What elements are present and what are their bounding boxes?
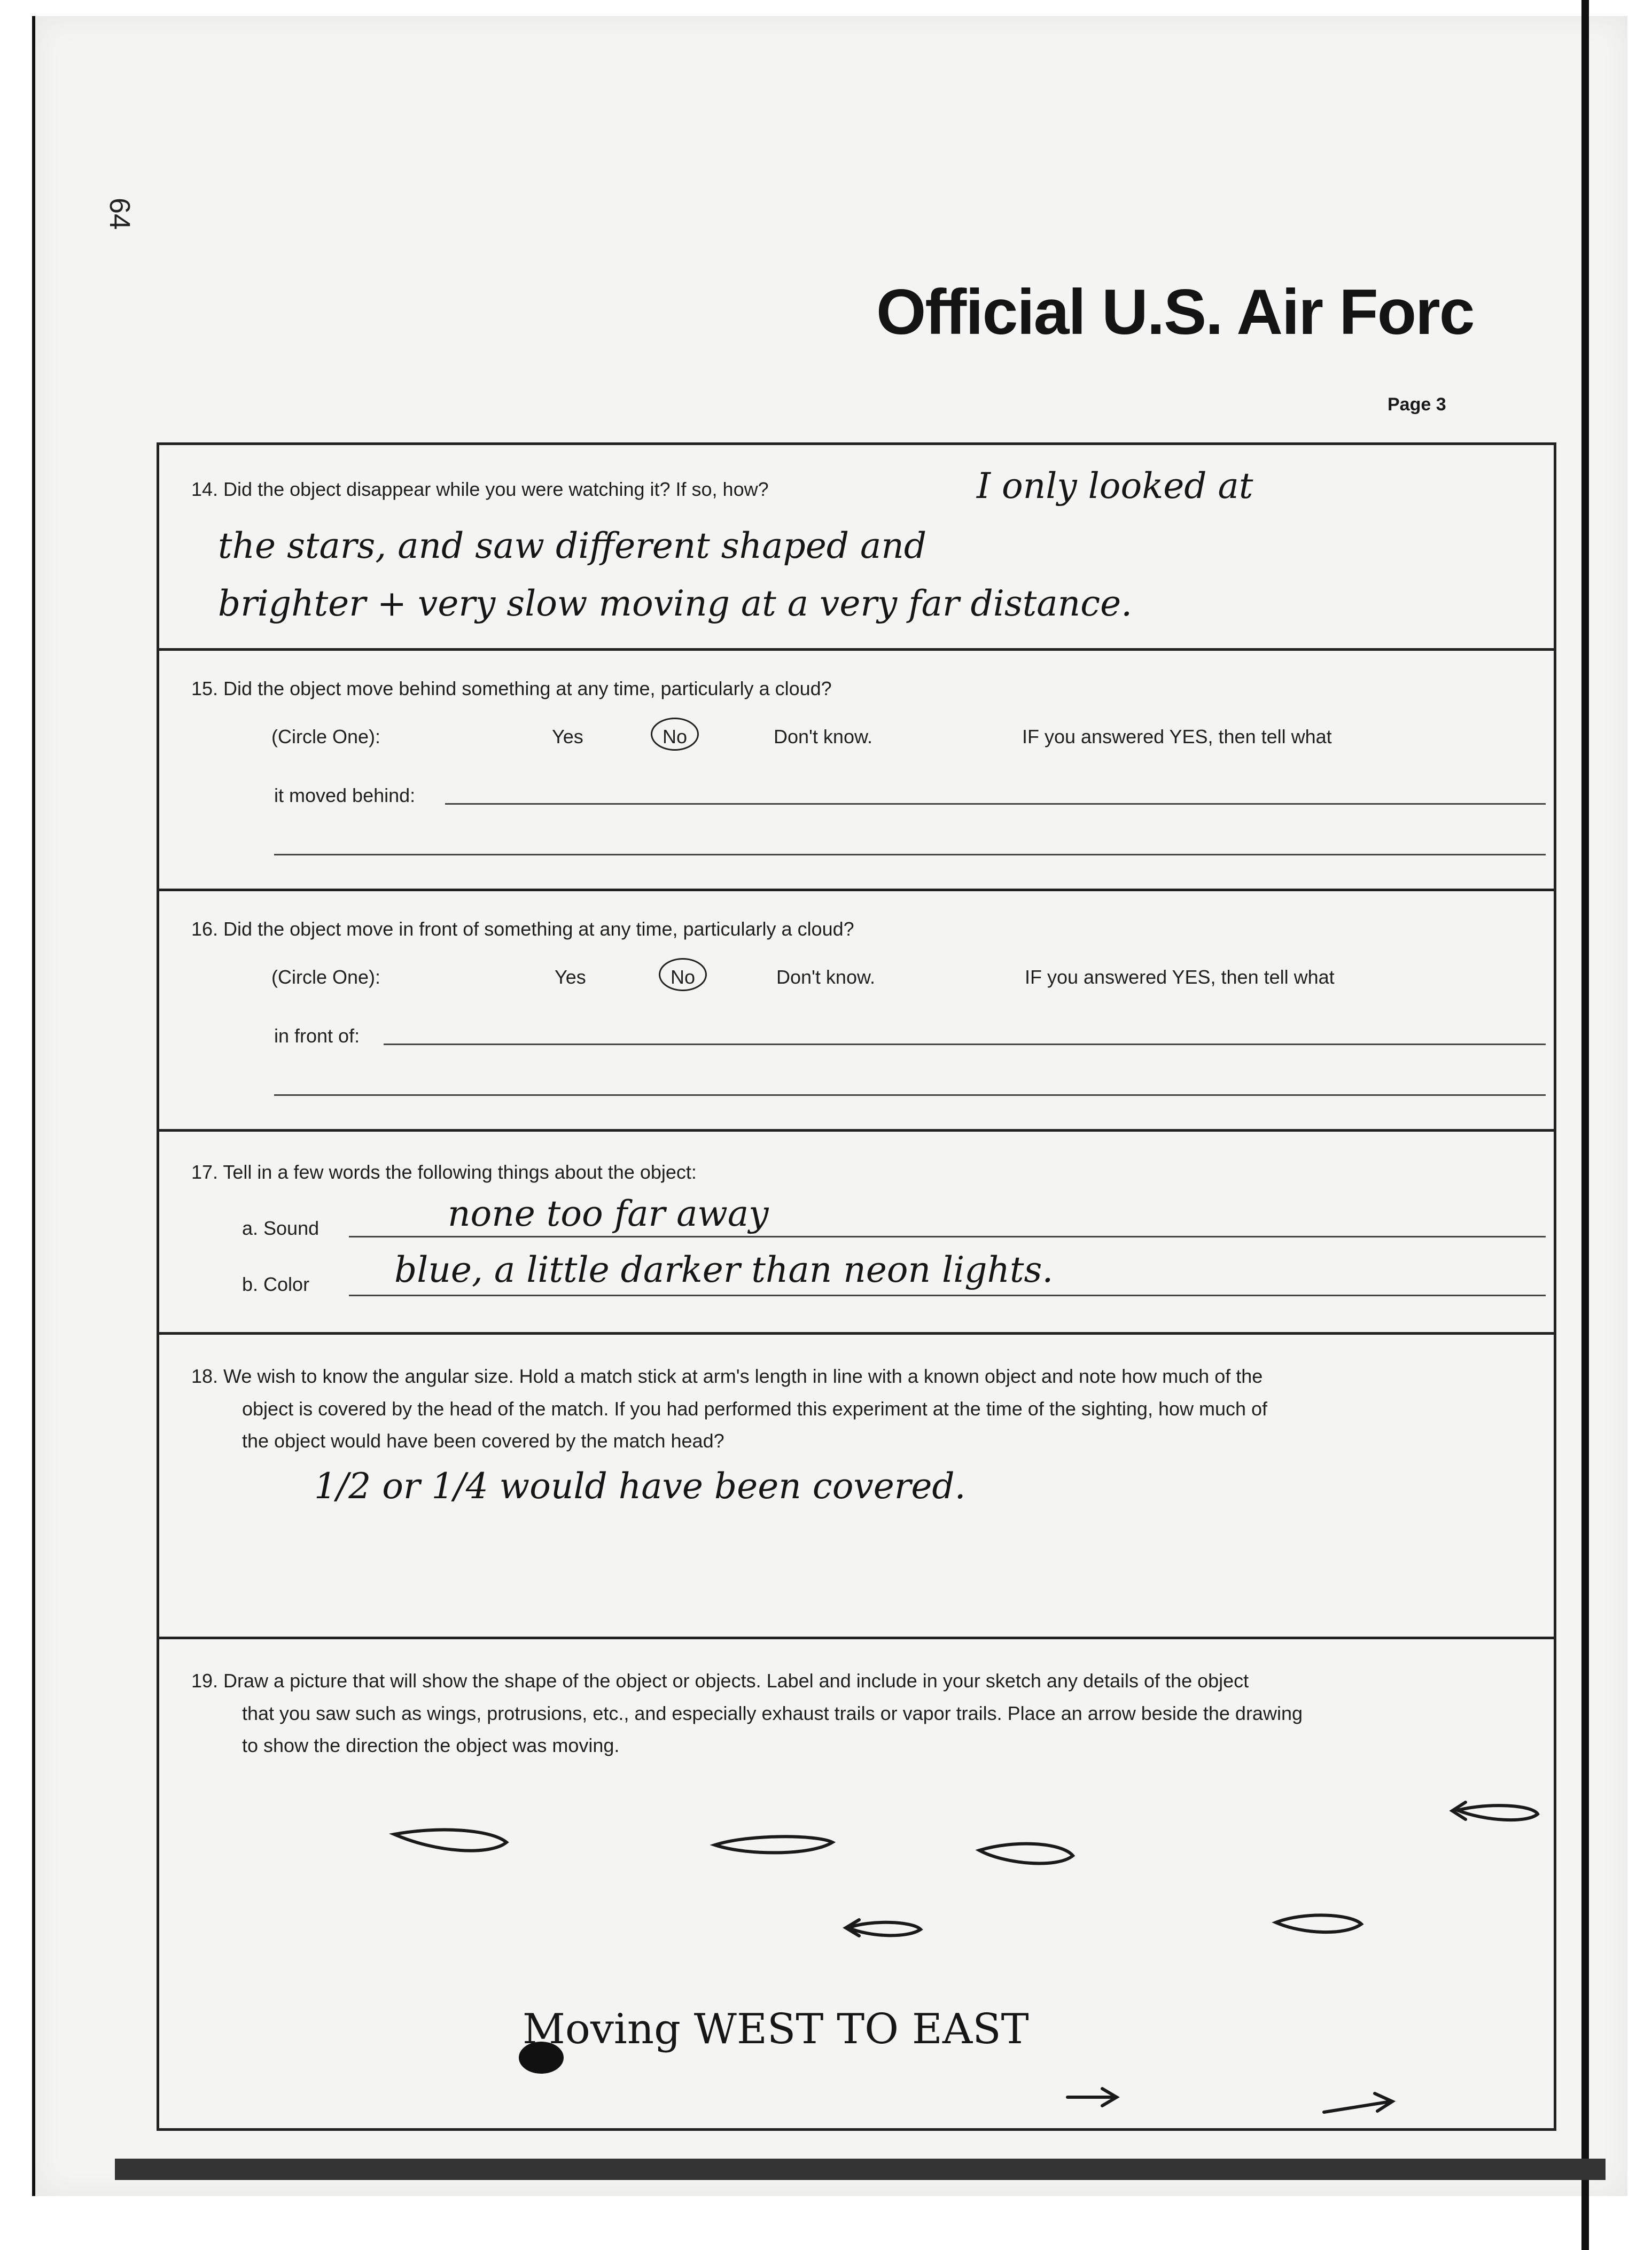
q15-follow-label: it moved behind:: [274, 784, 416, 806]
sketch-object-2: [715, 1836, 832, 1852]
q14-question: 14. Did the object disappear while you were watching it? If so, how?: [191, 478, 769, 500]
q19-question-line2: that you saw such as wings, protrusions, etc., and especially exhaust trails or vapor trails. Place an arrow beside the drawing: [242, 1702, 1303, 1724]
q19-question-line1: 19. Draw a picture that will show the shape of the object or objects. Label and include in your sketch any details of the object: [191, 1670, 1249, 1692]
q15-circle-one: (Circle One):: [271, 726, 381, 748]
sketch-arrow-right-1: [1067, 2089, 1117, 2106]
q17-color-label: b. Color: [242, 1273, 310, 1295]
q16-option-yes[interactable]: Yes: [555, 966, 586, 988]
q14-answer-line1: I only looked at: [977, 465, 1253, 507]
page-label: Page 3: [1388, 394, 1446, 415]
q14-answer-line3: brighter + very slow moving at a very far distance.: [218, 583, 1133, 624]
q18-answer: 1/2 or 1/4 would have been covered.: [314, 1466, 966, 1507]
q18-question-line1: 18. We wish to know the angular size. Hold a match stick at arm's length in line with a known object and note how much of the: [191, 1365, 1263, 1387]
q14-answer-line2: the stars, and saw different shaped and: [218, 525, 927, 566]
sketch-object-4: [1458, 1805, 1538, 1820]
page-number: 64: [104, 198, 136, 230]
q16-option-dont-know[interactable]: Don't know.: [776, 966, 875, 988]
sketch-object-3: [979, 1844, 1073, 1864]
q16-option-no[interactable]: No: [671, 966, 696, 988]
q19-sketch: [159, 445, 1554, 2128]
sketch-object-1: [394, 1830, 506, 1851]
q15-option-dont-know[interactable]: Don't know.: [774, 726, 872, 748]
sketch-object-6: [1276, 1915, 1361, 1932]
q17-sound-answer: none too far away: [448, 1193, 769, 1234]
q17-question: 17. Tell in a few words the following things about the object:: [191, 1161, 697, 1183]
q18-question-line2: object is covered by the head of the match. If you had performed this experiment at the time of the sighting, how much of: [242, 1398, 1268, 1420]
form-title: Official U.S. Air Forc: [876, 276, 1474, 348]
scan-bottom-band: [115, 2159, 1606, 2180]
q16-question: 16. Did the object move in front of something at any time, particularly a cloud?: [191, 918, 854, 940]
q15-question: 15. Did the object move behind something at any time, particularly a cloud?: [191, 678, 832, 699]
sketch-object-5: [848, 1922, 921, 1936]
q19-question-line3: to show the direction the object was moving.: [242, 1734, 620, 1756]
q17-sound-label: a. Sound: [242, 1217, 320, 1239]
q16-circle-one: (Circle One):: [271, 966, 381, 988]
q17-color-answer: blue, a little darker than neon lights.: [394, 1249, 1054, 1290]
form-box: [157, 442, 1556, 2131]
q18-question-line3: the object would have been covered by the match head?: [242, 1430, 724, 1452]
q15-option-yes[interactable]: Yes: [552, 726, 583, 748]
q16-if-yes-text: IF you answered YES, then tell what: [1025, 966, 1335, 988]
sketch-arrow-right-2: [1324, 2093, 1392, 2112]
q15-if-yes-text: IF you answered YES, then tell what: [1022, 726, 1332, 748]
q16-follow-label: in front of:: [274, 1025, 360, 1047]
q15-option-no[interactable]: No: [663, 726, 688, 748]
q19-sketch-caption: Moving WEST TO EAST: [523, 2005, 1029, 2053]
